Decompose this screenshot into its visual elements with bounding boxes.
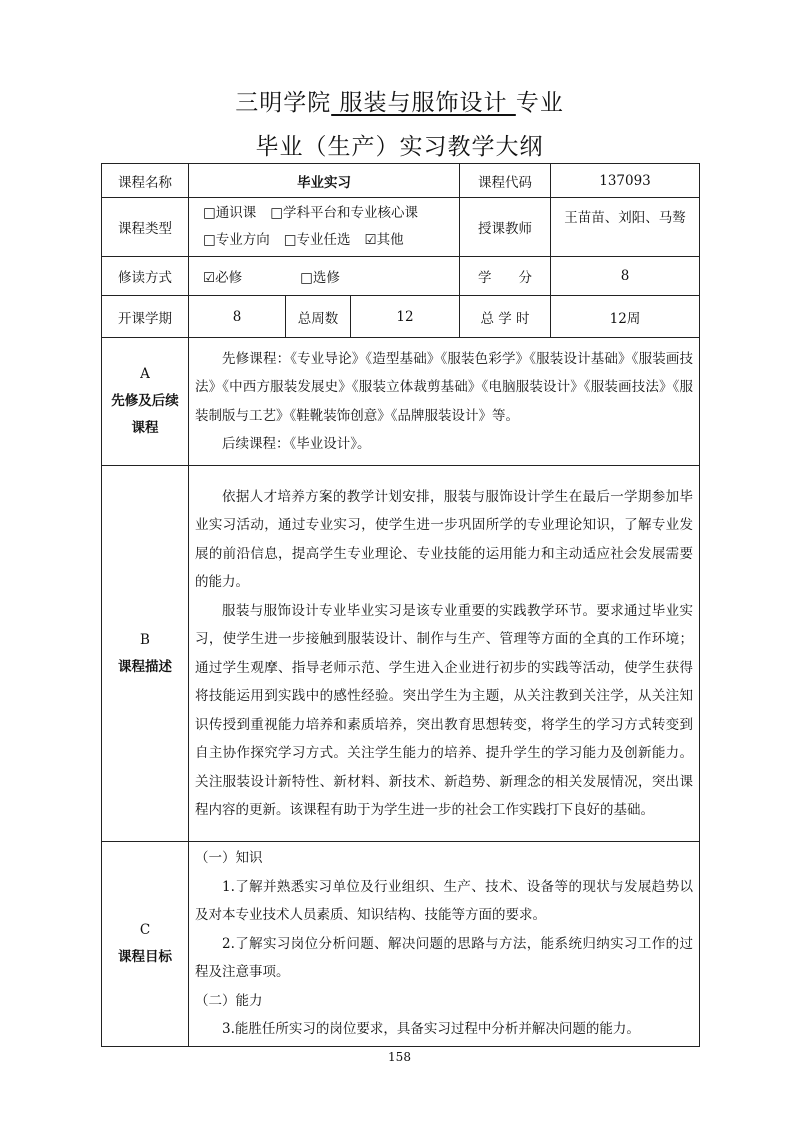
description-paragraph-2: 服装与服饰设计专业毕业实习是该专业重要的实践教学环节。要求通过毕业实习，使学生进一步接触到服装设计、制作与生产、管理等方面的全真的工作环境；通过学生观摩、指导老师示范、学生进入企业进行初步的实践等活动，使学生获得将技能运用到实践中的感性经验。突出学生为主题，从关注教到关注学，从关注知识传授到重视能力培养和素质培养，突出教育思想转变，将学生的学习方式转变到自主协作探究学习方式。关注学生能力的培养、提升学生的学习能力及创新能力。关注服装设计新特性、新材料、新技术、新趋势、新理念的相关发展情况，突出课程内容的更新。该课程有助于为学生进一步的社会工作实践打下良好的基础。 xyxy=(195,602,694,818)
total-hours-label: 总 学 时 xyxy=(460,296,551,338)
semester-label: 开课学期 xyxy=(102,296,189,338)
page-title-line1 xyxy=(0,84,799,117)
option-required: ☑必修 xyxy=(203,270,243,286)
section-b-header xyxy=(102,466,189,842)
description-paragraph-1: 依据人才培养方案的教学计划安排，服装与服饰设计学生在最后一学期参加毕业实习活动，通过专业实习，使学生进一步巩固所学的专业理论知识，了解专业发展的前沿信息，提高学生专业理论、专业技能的运用能力和主动适应社会发展需要的能力。 xyxy=(195,488,694,590)
teacher-label: 授课教师 xyxy=(460,198,551,257)
page-number: 158 xyxy=(388,1050,411,1064)
section-a-header xyxy=(102,338,189,466)
teacher-value: 王苗苗、刘阳、马骜 xyxy=(551,198,700,257)
section-c-name: 课程目标 xyxy=(118,949,172,965)
option-other: ☑其他 xyxy=(364,232,404,248)
syllabus-table xyxy=(101,163,700,1047)
section-a-name: 先修及后续课程 xyxy=(111,393,179,436)
credit-label: 学 分 xyxy=(460,257,551,296)
followup-courses: 后续课程：《毕业设计》。 xyxy=(222,436,371,452)
section-b-content xyxy=(189,466,700,842)
course-code-value: 137093 xyxy=(551,164,700,198)
row-study-mode xyxy=(102,257,700,296)
option-core: □学科平台和专业核心课 xyxy=(270,205,419,221)
major-suffix: 专业 xyxy=(515,90,564,116)
goal-item-2: 2.了解实习岗位分析问题、解决问题的思路与方法，能系统归纳实习工作的过程及注意事项。 xyxy=(195,935,694,981)
row-section-b xyxy=(102,466,700,842)
total-weeks-value: 12 xyxy=(351,296,460,338)
goal-item-1: 1.了解并熟悉实习单位及行业组织、生产、技术、设备等的现状与发展趋势以及对本专业技术人员素质、知识结构、技能等方面的要求。 xyxy=(195,878,694,924)
course-name-value: 毕业实习 xyxy=(189,164,460,198)
row-course-name xyxy=(102,164,700,198)
major-name: 服装与服饰设计 xyxy=(339,90,508,116)
section-c-letter: C xyxy=(139,922,151,938)
course-name-label: 课程名称 xyxy=(102,164,189,198)
section-a-content xyxy=(189,338,700,466)
option-general: □通识课 xyxy=(203,205,257,221)
page-title: 毕业（生产）实习教学大纲 xyxy=(255,134,544,160)
section-c-header xyxy=(102,842,189,1047)
row-course-type xyxy=(102,198,700,257)
credit-value: 8 xyxy=(551,257,700,296)
prereq-courses: 先修课程：《专业导论》《造型基础》《服装色彩学》《服装设计基础》《服装画技法》《中西方服装发展史》《服装立体裁剪基础》《电脑服装设计》《服装画技法》《服装制版与工艺》《鞋靴装饰创意》《品牌服装设计》等。 xyxy=(195,350,694,424)
course-type-options xyxy=(189,198,460,257)
section-a-letter: A xyxy=(140,366,150,382)
option-elective: □专业任选 xyxy=(283,232,351,248)
total-weeks-label: 总周数 xyxy=(286,296,351,338)
section-b-name: 课程描述 xyxy=(118,658,172,675)
total-hours-value: 12周 xyxy=(551,296,700,338)
option-optional: □选修 xyxy=(300,270,340,286)
study-mode-label: 修读方式 xyxy=(102,257,189,296)
goal-item-3: 3.能胜任所实习的岗位要求，具备实习过程中分析并解决问题的能力。 xyxy=(222,1021,640,1038)
row-section-a xyxy=(102,338,700,466)
study-mode-options xyxy=(189,257,460,296)
row-semester xyxy=(102,296,700,338)
section-c-content xyxy=(189,842,700,1047)
goal-heading-knowledge: （一）知识 xyxy=(195,850,263,867)
option-direction: □专业方向 xyxy=(203,232,270,248)
school-name: 三明学院 xyxy=(235,90,332,116)
section-b-letter: B xyxy=(140,631,150,648)
course-code-label: 课程代码 xyxy=(460,164,551,198)
goal-heading-ability: （二）能力 xyxy=(195,992,263,1009)
semester-value: 8 xyxy=(189,296,286,338)
row-section-c xyxy=(102,842,700,1047)
course-type-label: 课程类型 xyxy=(102,198,189,257)
